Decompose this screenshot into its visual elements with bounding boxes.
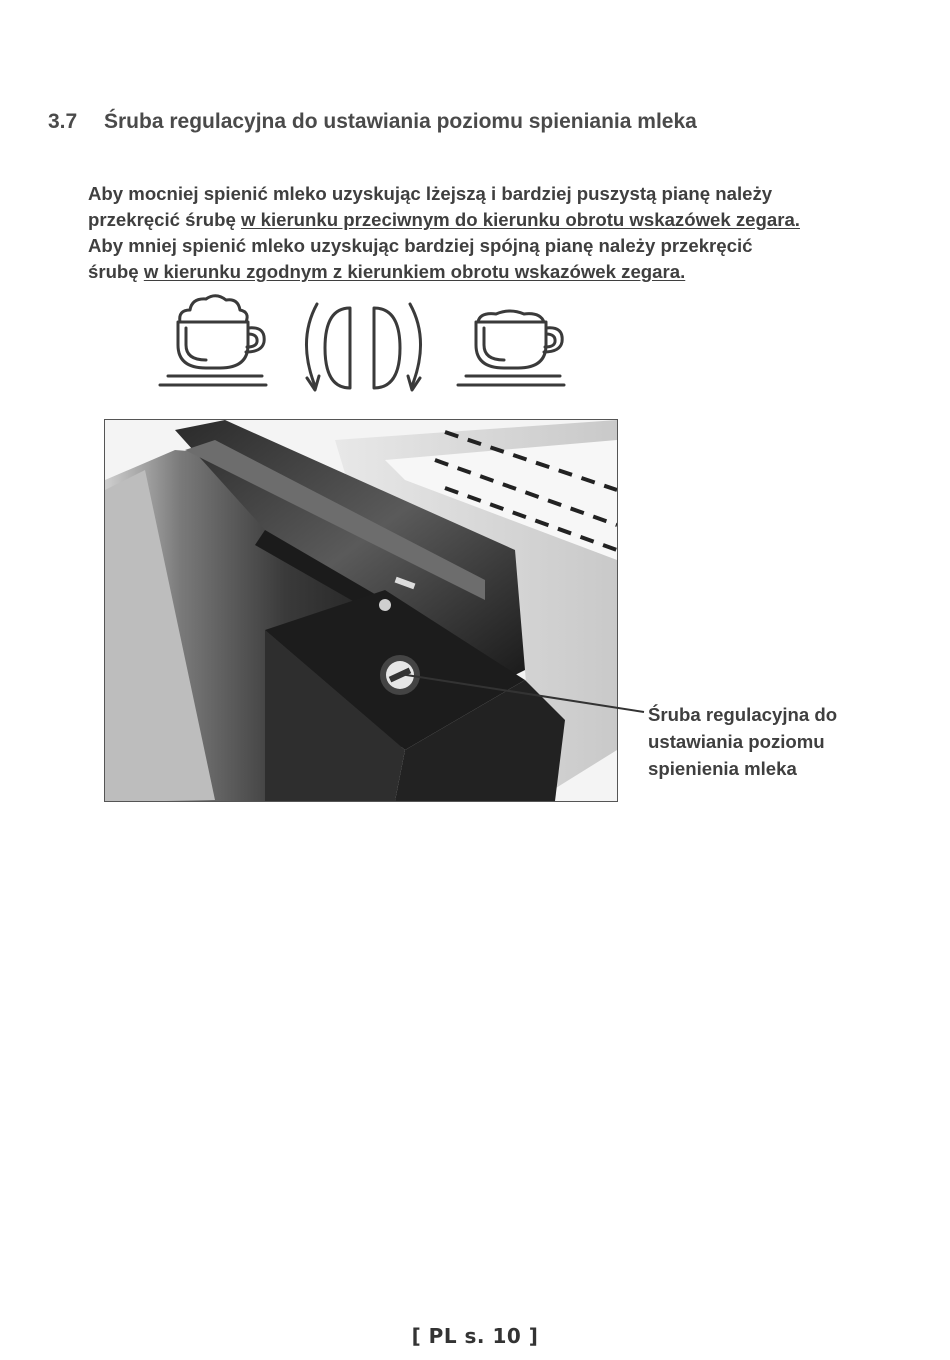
screw-callout xyxy=(648,701,837,782)
callout-line-3: spienienia mleka xyxy=(648,758,797,779)
counterclockwise-direction-text: w kierunku przeciwnym do kierunku obrotu wskazówek zegara. xyxy=(240,209,800,230)
instruction-line-1: Aby mocniej spienić mleko uzyskując lżejszą i bardziej puszystą pianę należy xyxy=(88,183,773,204)
callout-line-2: ustawiania poziomu xyxy=(648,731,825,752)
instruction-line-2-text: przekręcić śrubę xyxy=(88,209,241,230)
section-title: Śruba regulacyjna do ustawiania poziomu spieniania mleka xyxy=(104,110,697,133)
instruction-line-3: Aby mniej spienić mleko uzyskując bardziej spójną pianę należy przekręcić xyxy=(88,235,753,256)
clockwise-direction-text: w kierunku zgodnym z kierunkiem obrotu wskazówek zegara. xyxy=(143,261,686,282)
page-number: [ PL s. 10 ] xyxy=(411,1324,539,1348)
section-number: 3.7 xyxy=(48,110,78,133)
callout-line-1: Śruba regulacyjna do xyxy=(648,704,838,725)
instruction-line-4-text: śrubę xyxy=(88,261,144,282)
